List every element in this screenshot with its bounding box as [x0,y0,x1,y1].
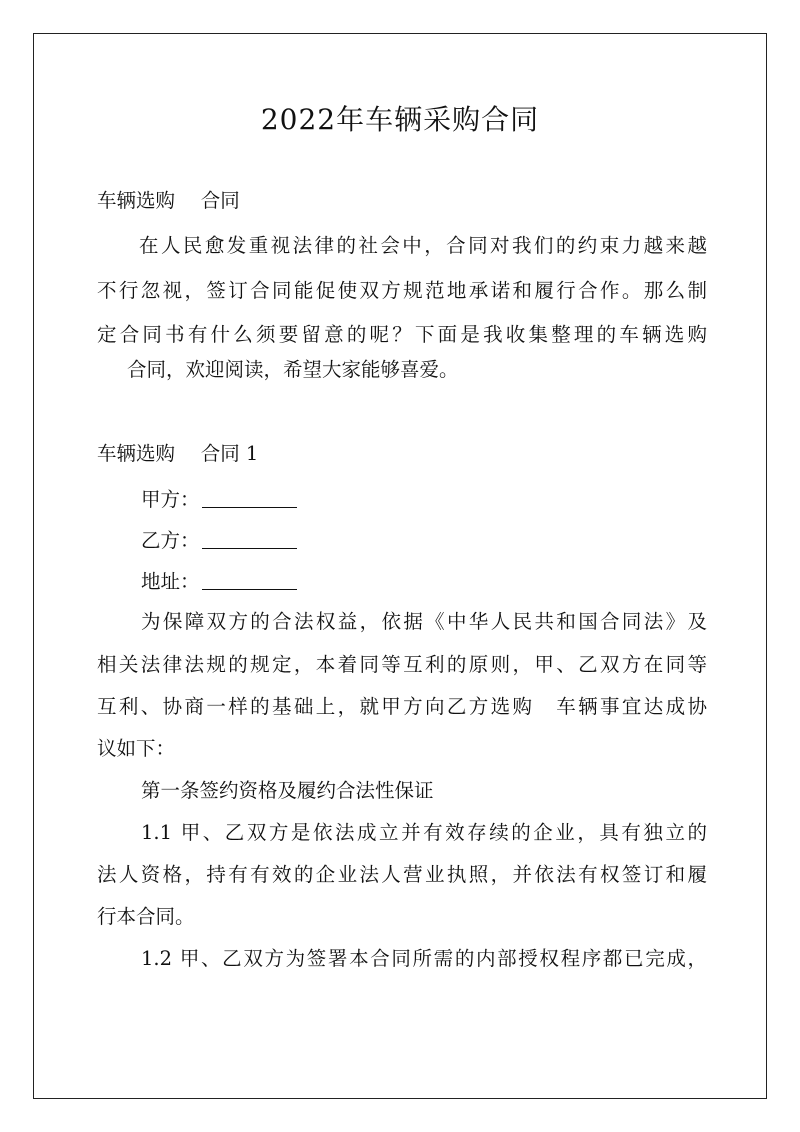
party-b-blank [202,530,297,549]
address-blank [202,571,297,590]
party-a-line [141,489,297,510]
contract-heading: 车辆选购 合同 1 [97,442,259,465]
address-line [141,571,297,592]
party-a-blank [202,489,297,508]
intro-line-3: 定合同书有什么须要留意的呢？下面是我收集整理的车辆选购 [97,323,707,346]
party-b-line [141,530,297,551]
clause-1-1-line-1: 1.1 甲、乙双方是依法成立并有效存续的企业，具有独立的 [141,821,707,844]
intro-line-4: 合同，欢迎阅读，希望大家能够喜爱。 [127,358,459,381]
preamble-line-4: 议如下： [97,737,176,760]
preamble-line-1: 为保障双方的合法权益，依据《中华人民共和国合同法》及 [141,610,707,633]
document-title: 2022年车辆采购合同 [260,103,540,136]
preamble-line-3: 互利、协商一样的基础上，就甲方向乙方选购 车辆事宜达成协 [97,695,707,718]
section-heading: 车辆选购 合同 [97,189,240,212]
clause-1-2-line-1: 1.2 甲、乙双方为签署本合同所需的内部授权程序都已完成， [141,947,707,970]
clause-1-1-line-2: 法人资格，持有有效的企业法人营业执照，并依法有权签订和履 [97,863,707,886]
intro-line-1: 在人民愈发重视法律的社会中，合同对我们的约束力越来越 [139,234,707,257]
party-b-label: 乙方： [141,529,200,552]
article-1-title: 第一条签约资格及履约合法性保证 [141,779,434,802]
intro-line-2: 不行忽视，签订合同能促使双方规范地承诺和履行合作。那么制 [97,279,707,302]
clause-1-1-line-3: 行本合同。 [97,905,195,928]
address-label: 地址： [141,570,200,593]
preamble-line-2: 相关法律法规的规定，本着同等互利的原则，甲、乙双方在同等 [97,653,707,676]
party-a-label: 甲方： [141,488,200,511]
